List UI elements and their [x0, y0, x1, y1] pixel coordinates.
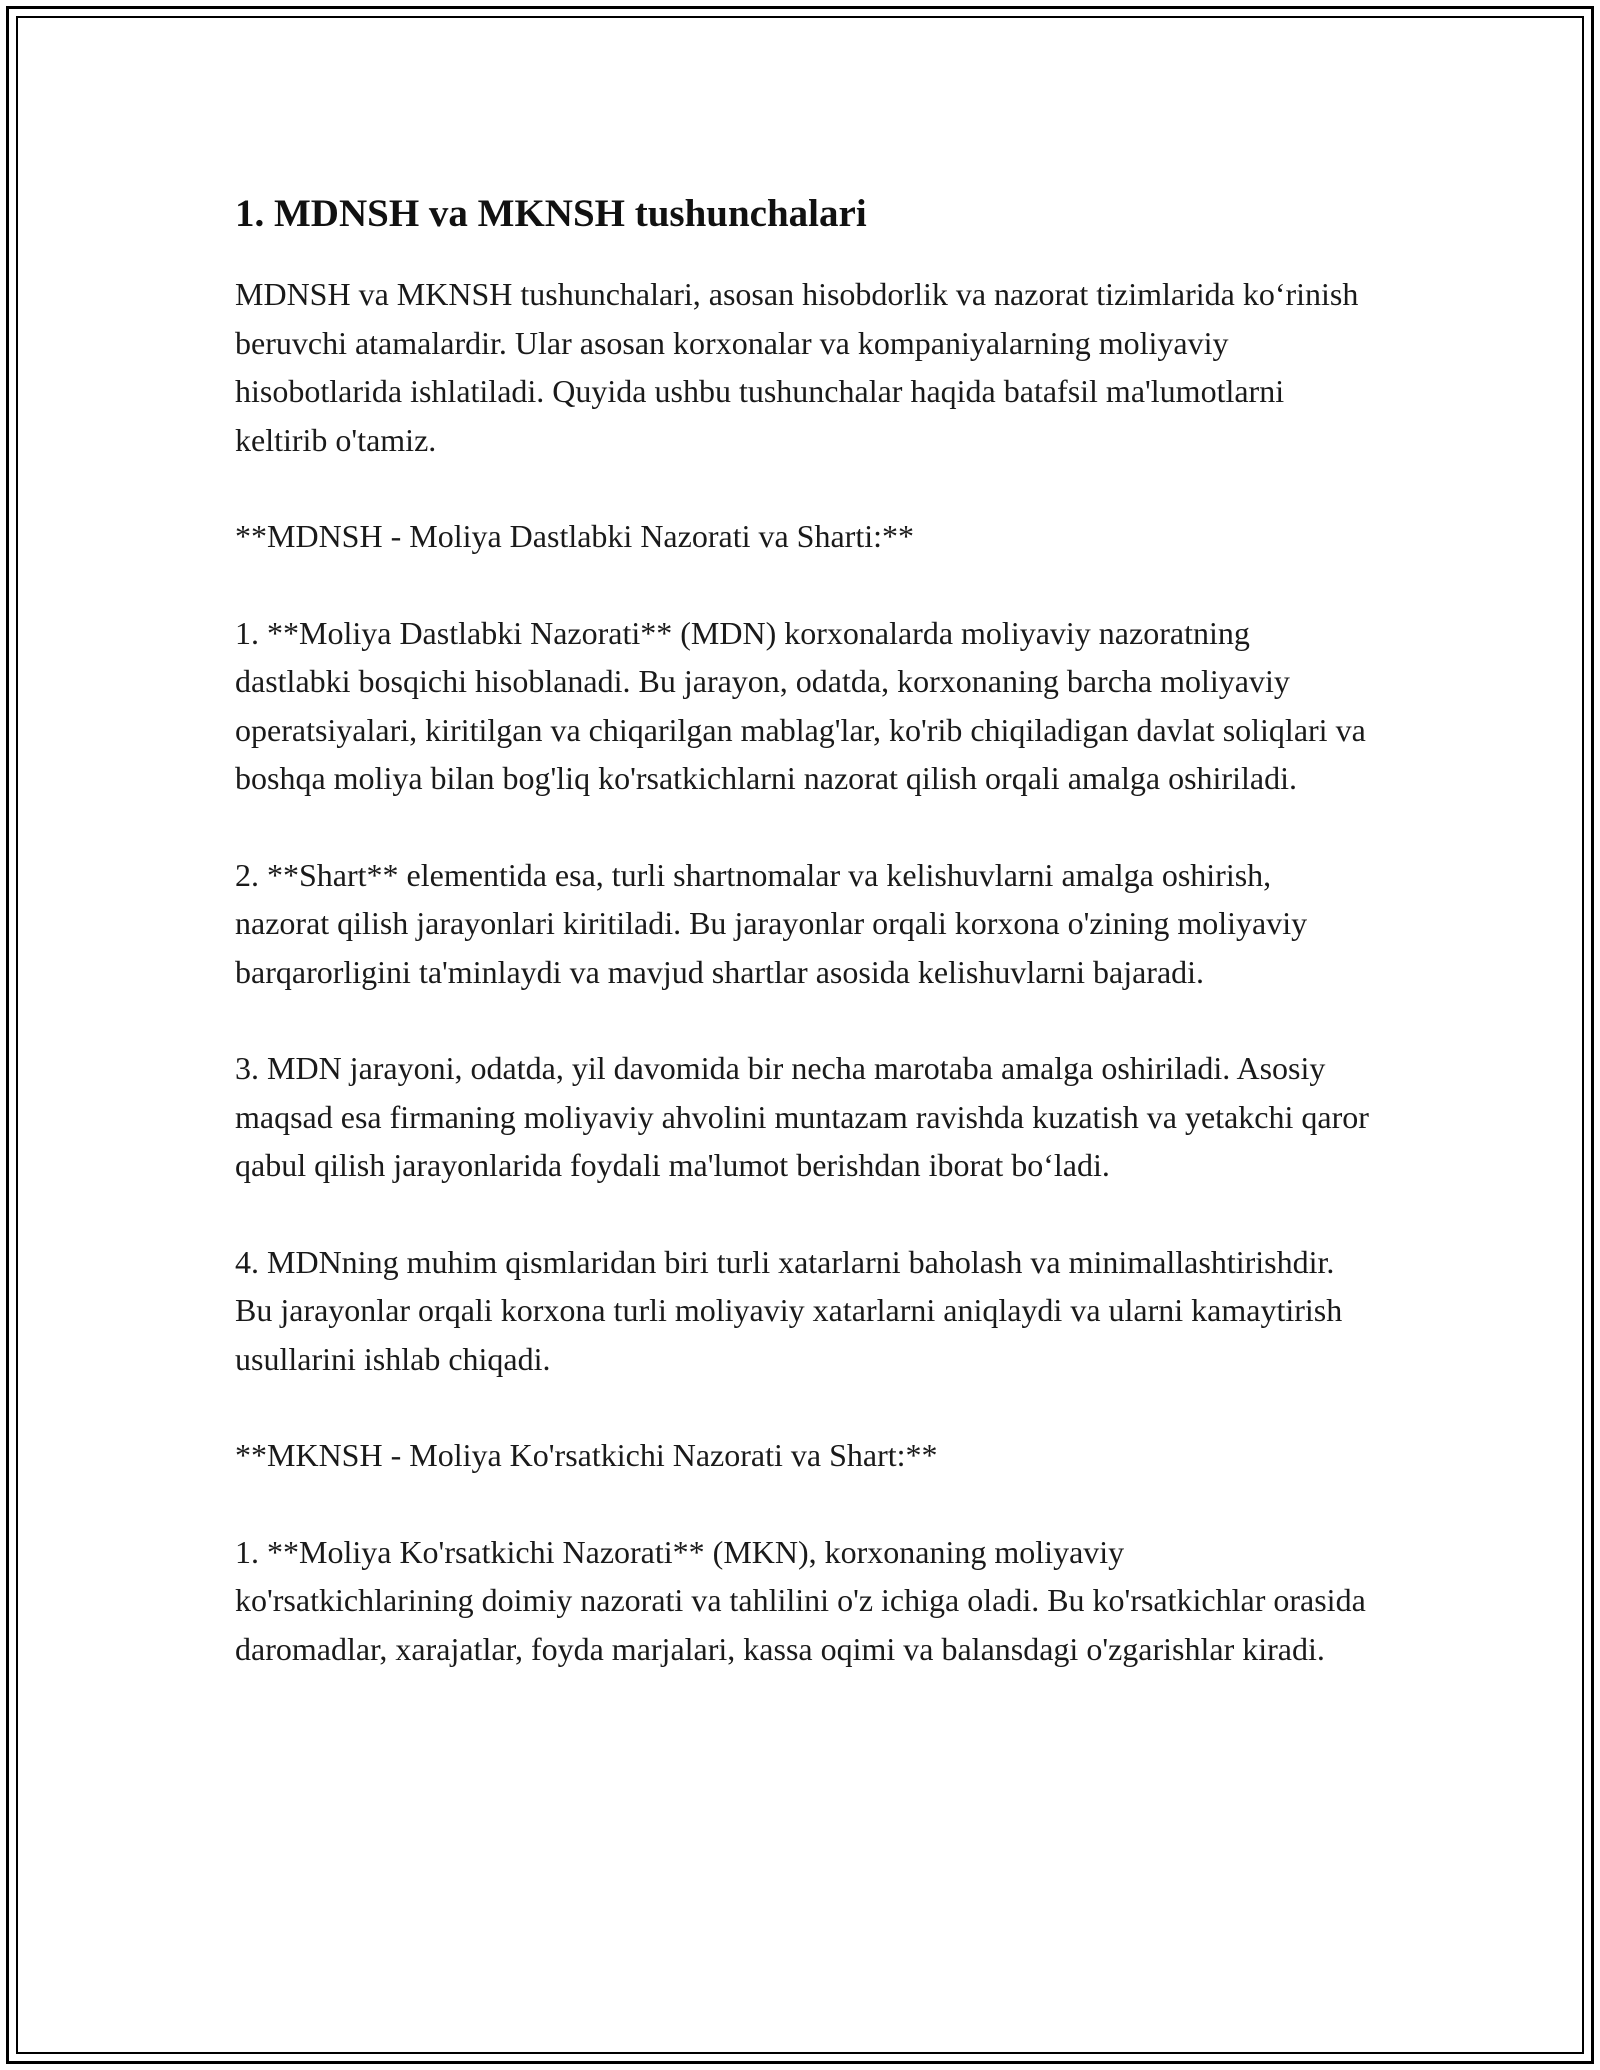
document-title: 1. MDNSH va MKNSH tushunchalari	[235, 192, 867, 235]
document-body	[235, 188, 1370, 1721]
mdnsh-item-3: 3. MDN jarayoni, odatda, yil davomida bir necha marotaba amalga oshiriladi. Asosiy maqsad esa firmaning moliyaviy ahvolini muntazam ravishda kuzatish va yetakchi qaror qabul qilish jarayonlarida foydali ma'lumot berishdan iborat bo‘ladi.	[235, 1050, 1369, 1183]
mdnsh-item-4: 4. MDNning muhim qismlaridan biri turli xatarlarni baholash va minimallashtirishdir. Bu jarayonlar orqali korxona turli moliyaviy xatarlarni aniqlaydi va ularni kamaytirish usullarini ishlab chiqadi.	[235, 1243, 1343, 1377]
mdnsh-heading: **MDNSH - Moliya Dastlabki Nazorati va Sharti:**	[235, 518, 914, 554]
mdnsh-item-2: 2. **Shart** elementida esa, turli shartnomalar va kelishuvlarni amalga oshirish, nazorat qilish jarayonlari kiritiladi. Bu jarayonlar orqali korxona o'zining moliyaviy barqarorligini ta'minlaydi va mavjud shartlar asosida kelishuvlarni bajaradi.	[235, 856, 1308, 990]
mknsh-heading: **MKNSH - Moliya Ko'rsatkichi Nazorati va Shart:**	[235, 1437, 938, 1473]
mdnsh-item-1: 1. **Moliya Dastlabki Nazorati** (MDN) korxonalarda moliyaviy nazoratning dastlabki bosqichi hisoblanadi. Bu jarayon, odatda, korxonaning barcha moliyaviy operatsiyalari, kiritilgan va chiqarilgan mablag'lar, ko'rib chiqiladigan davlat soliqlari va boshqa moliya bilan bog'liq ko'rsatkichlarni nazorat qilish orqali amalga oshiriladi.	[235, 614, 1366, 796]
mknsh-item-1: 1. **Moliya Ko'rsatkichi Nazorati** (MKN), korxonaning moliyaviy ko'rsatkichlarining doimiy nazorati va tahlilini o'z ichiga oladi. Bu ko'rsatkichlar orasida daromadlar, xarajatlar, foyda marjalari, kassa oqimi va balansdagi o'zgarishlar kiradi.	[235, 1533, 1366, 1667]
intro-paragraph: MDNSH va MKNSH tushunchalari, asosan hisobdorlik va nazorat tizimlarida ko‘rinish beruvchi atamalardir. Ular asosan korxonalar va kompaniyalarning moliyaviy hisobotlarida ishlatiladi. Quyida ushbu tushunchalar haqida batafsil ma'lumotlarni keltirib o'tamiz.	[235, 276, 1359, 458]
